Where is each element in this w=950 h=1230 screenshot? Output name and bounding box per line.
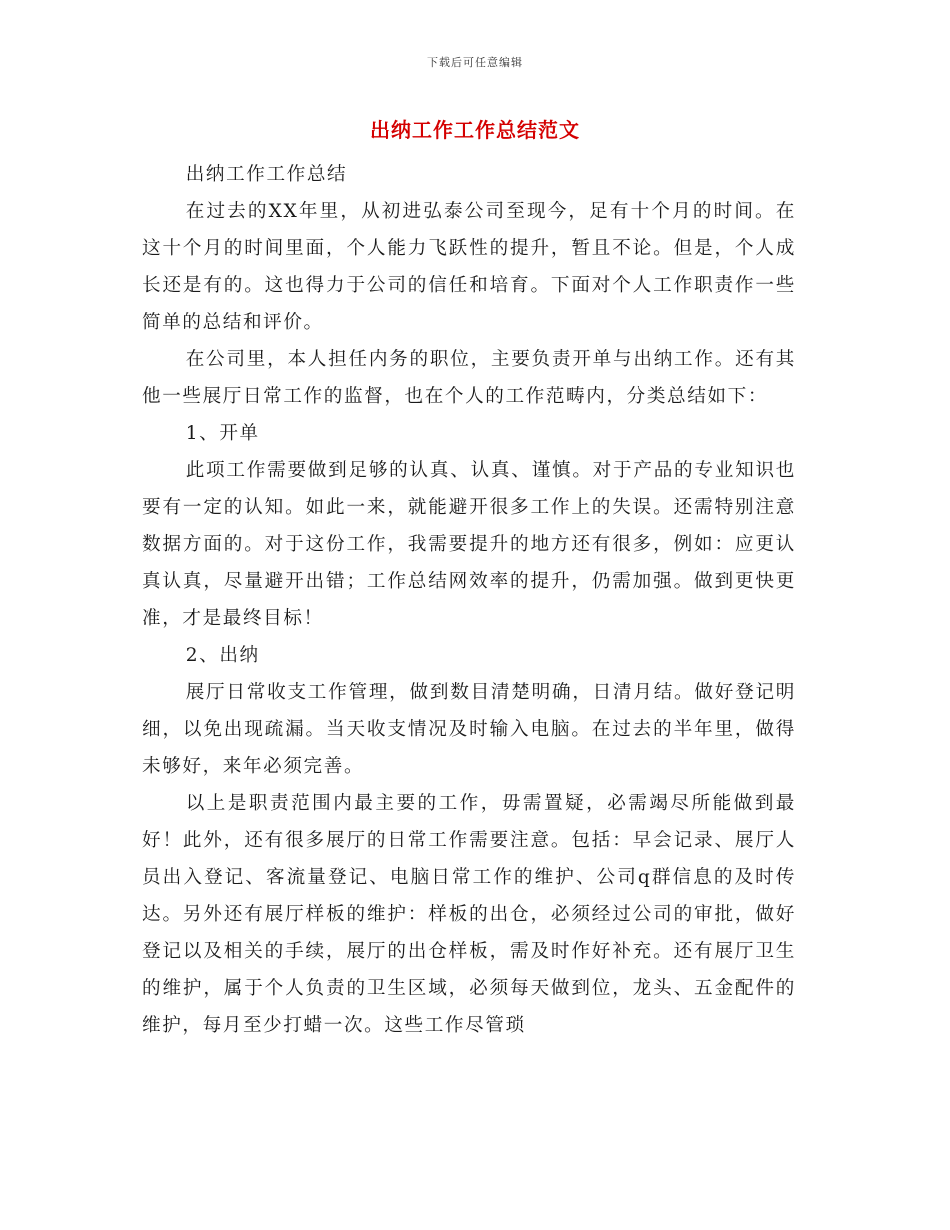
section-heading-billing: 1、开单 [185,423,260,444]
paragraph: 展厅日常收支工作管理，做到数目清楚明确，日清月结。做好登记明细，以免出现疏漏。当天收支情况及时输入电脑。在过去的半年里，做得未够好，来年必须完善。 [142,682,796,777]
document-title: 出纳工作工作总结范文 [370,118,580,142]
header-note: 下载后可任意编辑 [427,56,523,69]
paragraph: 此项工作需要做到足够的认真、认真、谨慎。对于产品的专业知识也要有一定的认知。如此一来，就能避开很多工作上的失误。还需特别注意数据方面的。对于这份工作，我需要提升的地方还有很多，例如：应更认真认真，尽量避开出错；工作总结网效率的提升，仍需加强。做到更快更准，才是最终目标！ [142,460,796,629]
paragraph: 在公司里，本人担任内务的职位，主要负责开单与出纳工作。还有其他一些展厅日常工作的监督，也在个人的工作范畴内，分类总结如下： [142,349,796,407]
section-subtitle: 出纳工作工作总结 [185,164,348,185]
section-heading-cashier: 2、出纳 [185,645,260,666]
paragraph: 以上是职责范围内最主要的工作，毋需置疑，必需竭尽所能做到最好！此外，还有很多展厅的日常工作需要注意。包括：早会记录、展厅人员出入登记、客流量登记、电脑日常工作的维护、公司q群信息的及时传达。另外还有展厅样板的维护：样板的出仓，必须经过公司的审批，做好登记以及相关的手续，展厅的出仓样板，需及时作好补充。还有展厅卫生的维护，属于个人负责的卫生区域，必须每天做到位，龙头、五金配件的维护，每月至少打蜡一次。这些工作尽管琐 [142,793,796,1036]
paragraph: 在过去的XX年里，从初进弘泰公司至现今，足有十个月的时间。在这十个月的时间里面，个人能力飞跃性的提升，暂且不论。但是，个人成长还是有的。这也得力于公司的信任和培育。下面对个人工作职责作一些简单的总结和评价。 [142,201,796,333]
document-body [142,156,796,1044]
